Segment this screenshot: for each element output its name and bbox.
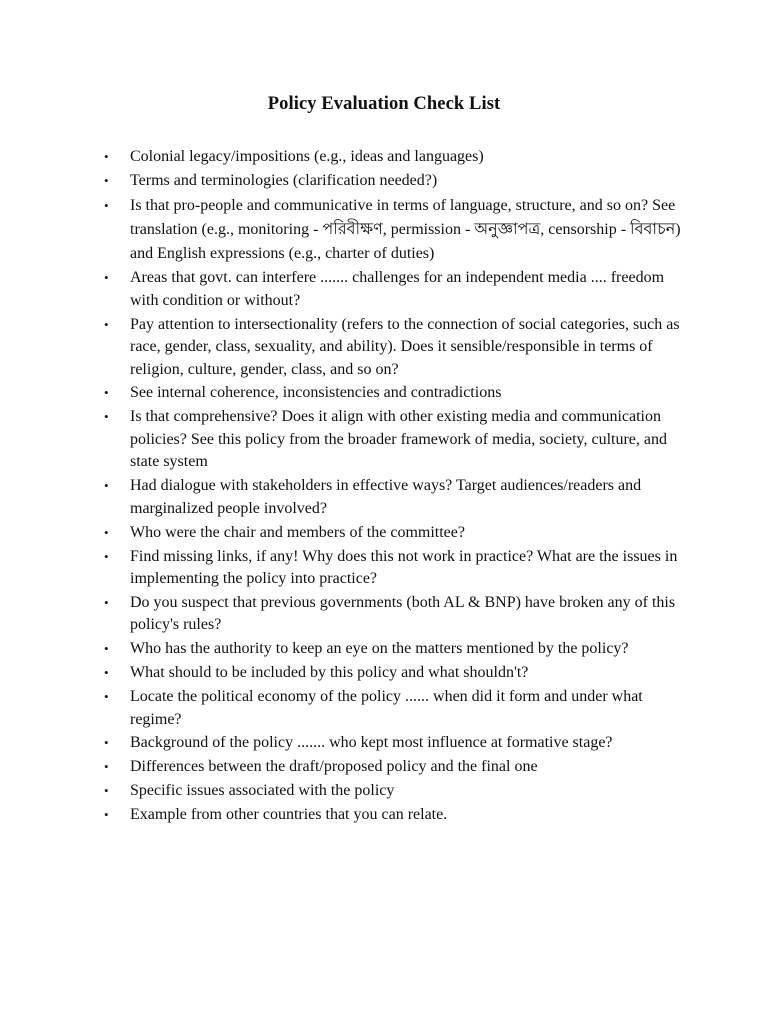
bullet-icon: • [104, 783, 109, 799]
bullet-icon: • [104, 807, 109, 823]
checklist-item-govt-interference [104, 267, 684, 312]
checklist-item-comprehensive [104, 406, 684, 474]
checklist-item-inclusions [104, 662, 684, 685]
bullet-icon: • [104, 478, 109, 494]
bullet-icon: • [104, 735, 109, 751]
checklist-item-text: Specific issues associated with the policy [130, 782, 395, 800]
bullet-icon: • [104, 524, 109, 540]
bullet-icon: • [104, 409, 109, 425]
checklist-item-other-countries [104, 804, 684, 827]
checklist-item-missing-links [104, 546, 684, 591]
checklist-item-internal-coherence [104, 382, 684, 405]
bullet-icon: • [104, 316, 109, 332]
checklist-item-colonial-legacy [104, 146, 684, 169]
bullet-icon: • [104, 149, 109, 164]
checklist-item-text: Who were the chair and members of the committee? [130, 523, 465, 541]
checklist-item-intersectionality [104, 314, 684, 382]
checklist-item-text: Who has the authority to keep an eye on the matters mentioned by the policy? [130, 640, 629, 658]
checklist-item-text: See internal coherence, inconsistencies and contradictions [130, 384, 502, 402]
checklist-item-previous-governments [104, 592, 684, 637]
checklist-item-draft-differences [104, 756, 684, 779]
bullet-icon: • [104, 548, 109, 564]
checklist-item-stakeholder-dialogue [104, 475, 684, 520]
bullet-icon: • [104, 385, 109, 401]
checklist-item-political-economy [104, 686, 684, 731]
bullet-icon: • [104, 172, 109, 188]
checklist-item-text: Differences between the draft/proposed policy and the final one [130, 758, 538, 776]
checklist-item-text: Find missing links, if any! Why does this not work in practice? What are the issues in implementing the policy into practice? [130, 547, 678, 588]
checklist-item-text: Do you suspect that previous governments (both AL & BNP) have broken any of this policy's rules? [130, 593, 676, 634]
checklist-item-text: Is that pro-people and communicative in terms of language, structure, and so on? See translation (e.g., monitoring - পরিবীক্ষণ, permission - অনুজ্ঞাপত্র, censorship - বিবাচন) and English expressions (e.g., charter of duties) [130, 196, 681, 262]
bullet-icon: • [104, 759, 109, 775]
checklist-item-text: Areas that govt. can interfere ....... challenges for an independent media .... freedom with condition or without? [130, 269, 665, 309]
bullet-icon: • [104, 641, 109, 657]
bullet-icon: • [104, 665, 109, 681]
checklist-item-text: Example from other countries that you can relate. [130, 806, 448, 824]
checklist [104, 146, 684, 828]
checklist-item-specific-issues [104, 780, 684, 803]
checklist-item-committee [104, 522, 684, 545]
bullet-icon: • [104, 594, 109, 610]
checklist-item-text: What should to be included by this policy and what shouldn't? [130, 664, 529, 682]
checklist-item-background [104, 732, 684, 755]
checklist-item-text: Had dialogue with stakeholders in effective ways? Target audiences/readers and marginalized people involved? [130, 477, 642, 517]
checklist-item-authority [104, 638, 684, 661]
checklist-item-pro-people [104, 194, 684, 266]
checklist-item-text: Pay attention to intersectionality (refers to the connection of social categories, such as race, gender, class, sexuality, and ability). Does it sensible/responsible in terms of religion, culture, gender, class, and so on? [130, 315, 680, 378]
checklist-item-text: Colonial legacy/impositions (e.g., ideas and languages) [130, 148, 484, 165]
bullet-icon: • [104, 270, 109, 286]
checklist-item-text: Is that comprehensive? Does it align with other existing media and communication policies? See this policy from the broader framework of media, society, culture, and state system [130, 408, 667, 471]
document-title: Policy Evaluation Check List [267, 94, 501, 114]
bullet-icon: • [104, 689, 109, 705]
checklist-item-text: Terms and terminologies (clarification needed?) [130, 171, 438, 189]
checklist-item-text: Background of the policy ....... who kept most influence at formative stage? [130, 734, 613, 752]
checklist-item-terminologies [104, 170, 684, 193]
checklist-item-text: Locate the political economy of the policy ...... when did it form and under what regime? [130, 688, 643, 728]
bullet-icon: • [104, 197, 109, 213]
